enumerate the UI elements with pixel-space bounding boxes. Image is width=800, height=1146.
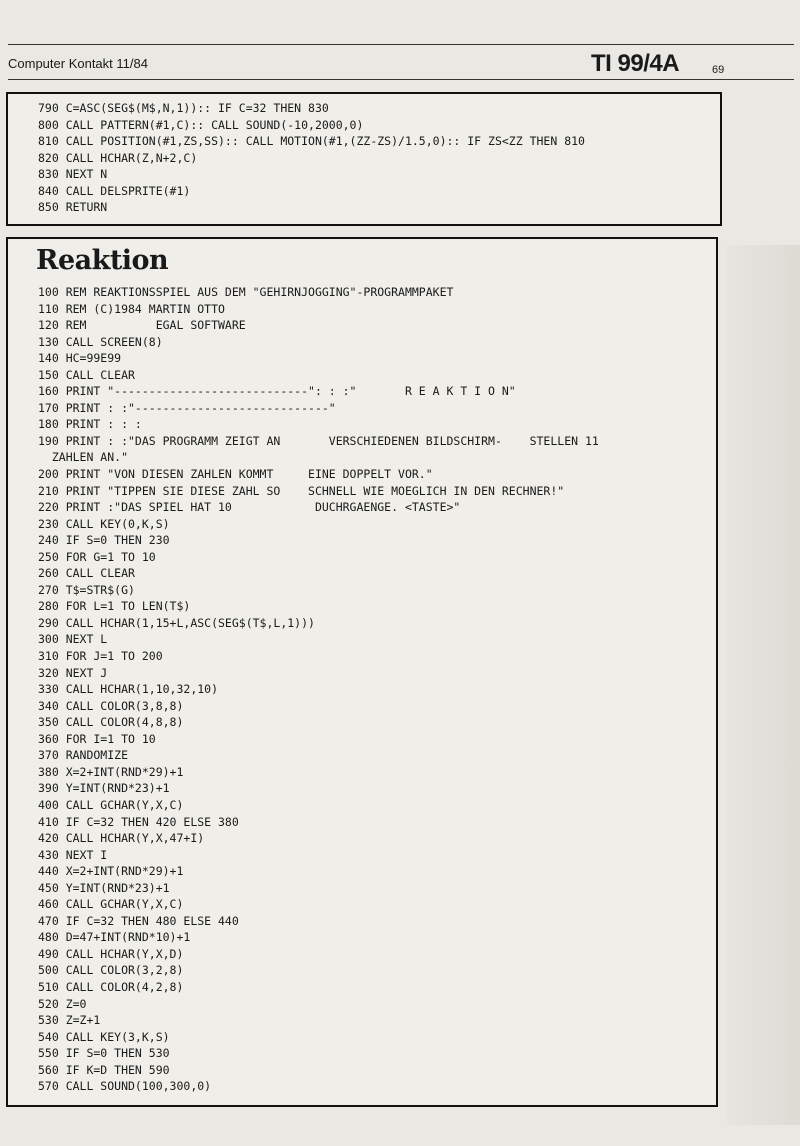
code-line: 310 FOR J=1 TO 200: [38, 649, 163, 664]
code-line: 520 Z=0: [38, 996, 87, 1011]
code-line: 260 CALL CLEAR: [38, 566, 135, 581]
adjacent-page-bleed: [727, 245, 800, 1125]
listing-continuation: [38, 100, 585, 216]
article-title: Reaktion: [36, 245, 169, 276]
code-line: 550 IF S=0 THEN 530: [38, 1046, 170, 1061]
code-line: 240 IF S=0 THEN 230: [38, 533, 170, 548]
reaktion-article-box: [6, 237, 718, 1107]
code-line: 120 REM EGAL SOFTWARE: [38, 318, 246, 333]
code-line: 830 NEXT N: [38, 167, 108, 182]
code-line: 290 CALL HCHAR(1,15+L,ASC(SEG$(T$,L,1))): [38, 615, 315, 630]
code-line: 300 NEXT L: [38, 632, 108, 647]
code-line: 390 Y=INT(RND*23)+1: [38, 781, 170, 796]
code-line: 170 PRINT : :"----------------------------": [38, 400, 336, 415]
code-line: 800 CALL PATTERN(#1,C):: CALL SOUND(-10,2000,0): [38, 117, 364, 132]
code-line: 360 FOR I=1 TO 10: [38, 731, 156, 746]
code-line: 280 FOR L=1 TO LEN(T$): [38, 599, 191, 614]
code-line: 370 RANDOMIZE: [38, 748, 129, 763]
code-line: 320 NEXT J: [38, 665, 108, 680]
code-line: 130 CALL SCREEN(8): [38, 334, 163, 349]
code-line: 200 PRINT "VON DIESEN ZAHLEN KOMMT EINE DOPPELT VOR.": [38, 467, 433, 482]
code-line: 270 T$=STR$(G): [38, 582, 135, 597]
reaktion-listing: [38, 284, 599, 1095]
code-line: 850 RETURN: [38, 200, 108, 215]
code-line: 810 CALL POSITION(#1,ZS,SS):: CALL MOTION(#1,(ZZ-ZS)/1.5,0):: IF ZS<ZZ THEN 810: [38, 134, 585, 149]
code-line: 230 CALL KEY(0,K,S): [38, 516, 170, 531]
top-rule: [8, 44, 794, 45]
code-line: 460 CALL GCHAR(Y,X,C): [38, 897, 184, 912]
code-line: 380 X=2+INT(RND*29)+1: [38, 764, 184, 779]
code-line: 330 CALL HCHAR(1,10,32,10): [38, 682, 219, 697]
code-line: 840 CALL DELSPRITE(#1): [38, 183, 191, 198]
code-line: 470 IF C=32 THEN 480 ELSE 440: [38, 913, 239, 928]
code-line: 210 PRINT "TIPPEN SIE DIESE ZAHL SO SCHNELL WIE MOEGLICH IN DEN RECHNER!": [38, 483, 565, 498]
code-line: 140 HC=99E99: [38, 351, 122, 366]
code-line: 190 PRINT : :"DAS PROGRAMM ZEIGT AN VERSCHIEDENEN BILDSCHIRM- STELLEN 11: [38, 433, 599, 448]
code-line: 500 CALL COLOR(3,2,8): [38, 963, 184, 978]
code-line: 560 IF K=D THEN 590: [38, 1062, 170, 1077]
code-line: 250 FOR G=1 TO 10: [38, 549, 156, 564]
code-line: 540 CALL KEY(3,K,S): [38, 1029, 170, 1044]
code-line: 100 REM REAKTIONSSPIEL AUS DEM "GEHIRNJOGGING"-PROGRAMMPAKET: [38, 285, 454, 299]
code-line: 430 NEXT I: [38, 847, 108, 862]
code-line: 450 Y=INT(RND*23)+1: [38, 880, 170, 895]
code-line: 110 REM (C)1984 MARTIN OTTO: [38, 301, 225, 316]
code-line: 420 CALL HCHAR(Y,X,47+I): [38, 831, 205, 846]
code-line: 510 CALL COLOR(4,2,8): [38, 979, 184, 994]
code-line: 490 CALL HCHAR(Y,X,D): [38, 946, 184, 961]
magazine-issue: Computer Kontakt 11/84: [8, 56, 148, 71]
code-line: 220 PRINT :"DAS SPIEL HAT 10 DUCHRGAENGE. <TASTE>": [38, 500, 461, 515]
code-line: 570 CALL SOUND(100,300,0): [38, 1079, 212, 1094]
code-line: 410 IF C=32 THEN 420 ELSE 380: [38, 814, 239, 829]
code-line: 530 Z=Z+1: [38, 1013, 101, 1028]
code-line: 400 CALL GCHAR(Y,X,C): [38, 797, 184, 812]
code-line: 150 CALL CLEAR: [38, 367, 135, 382]
code-line: 350 CALL COLOR(4,8,8): [38, 715, 184, 730]
code-line: 480 D=47+INT(RND*10)+1: [38, 930, 191, 945]
code-line: 790 C=ASC(SEG$(M$,N,1)):: IF C=32 THEN 830: [38, 101, 329, 115]
section-title: TI 99/4A: [591, 50, 680, 77]
page-number: 69: [712, 64, 725, 76]
code-line: 440 X=2+INT(RND*29)+1: [38, 864, 184, 879]
code-line: 180 PRINT : : :: [38, 417, 142, 432]
listing-continuation-box: [6, 92, 722, 226]
code-line: ZAHLEN AN.": [38, 450, 129, 465]
code-line: 820 CALL HCHAR(Z,N+2,C): [38, 150, 198, 165]
code-line: 340 CALL COLOR(3,8,8): [38, 698, 184, 713]
code-line: 160 PRINT "----------------------------": : :" R E A K T I O N": [38, 384, 516, 399]
header-rule: [8, 79, 794, 80]
